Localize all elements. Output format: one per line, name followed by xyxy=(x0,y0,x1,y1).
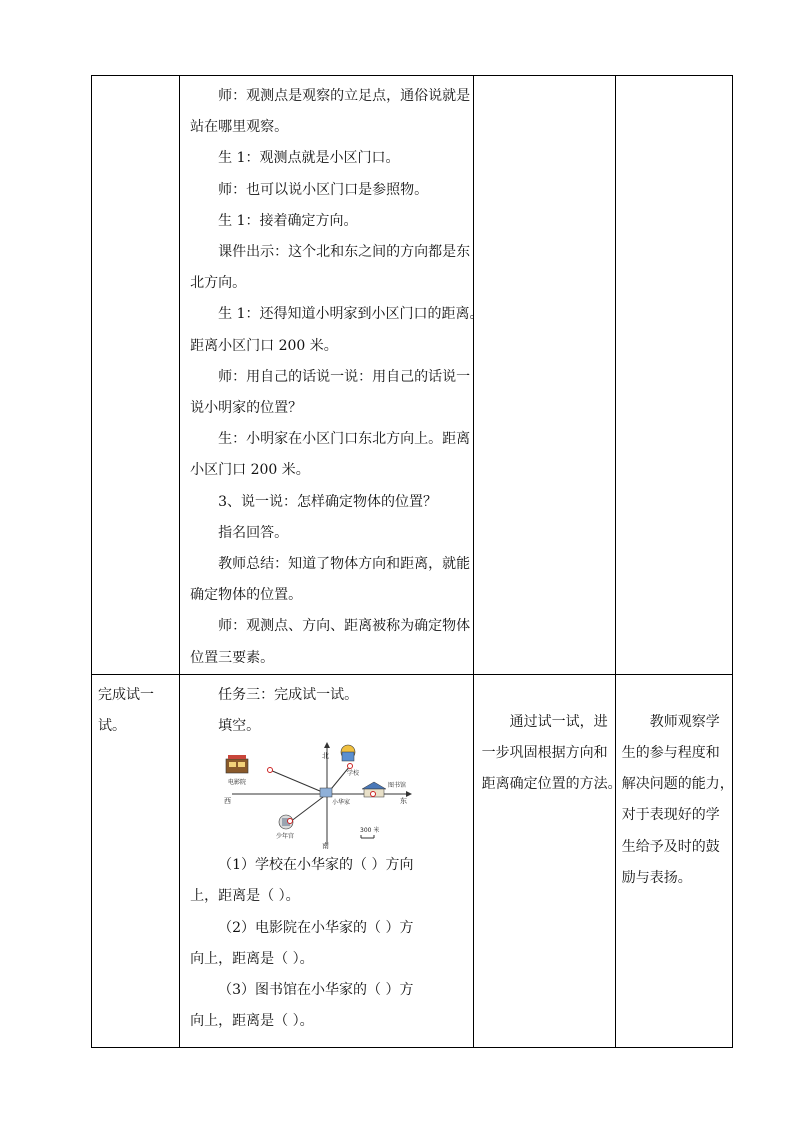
east-label: 东 xyxy=(400,797,408,806)
text-line: 师：用自己的话说一说：用自己的话说一 xyxy=(218,368,471,385)
text-line: 师：观测点、方向、距离被称为确定物体 xyxy=(218,618,471,635)
assessment-cell xyxy=(615,674,732,1047)
stage-cell xyxy=(92,674,180,1047)
task-title: 任务三：完成试一试。 xyxy=(218,686,359,703)
text-line: 3、说一说：怎样确定物体的位置？ xyxy=(218,493,438,510)
stage-label: 完成试一试。 xyxy=(98,686,154,735)
school-icon xyxy=(341,745,355,761)
question-1: （1）学校在小华家的（ ）方向 xyxy=(218,857,414,874)
assessment-line: 励与表扬。 xyxy=(621,869,692,886)
text-line: 说小明家的位置？ xyxy=(190,400,303,417)
goal-line: 距离确定位置的方法。 xyxy=(481,776,622,793)
text-line: 北方向。 xyxy=(190,275,247,292)
assessment-line: 解决问题的能力， xyxy=(621,776,734,793)
table-row xyxy=(92,674,733,1047)
activity-cell xyxy=(180,674,473,1047)
assessment-cell-empty xyxy=(615,76,732,675)
text-line: 课件出示：这个北和东之间的方向都是东 xyxy=(218,244,471,261)
west-label: 西 xyxy=(224,797,232,806)
south-label: 南 xyxy=(322,842,330,851)
fill-instruction: 填空。 xyxy=(218,718,261,735)
scale-label: 300 米 xyxy=(360,827,380,835)
activity-cell xyxy=(180,76,484,675)
lesson-plan-table xyxy=(91,75,733,1048)
table-row xyxy=(92,76,733,675)
text-line: 生 1：观测点就是小区门口。 xyxy=(218,150,400,167)
assessment-line: 生给予及时的鼓 xyxy=(621,838,720,855)
goal-line: 一步巩固根据方向和 xyxy=(481,745,608,762)
text-line: 师：也可以说小区门口是参照物。 xyxy=(218,181,429,198)
home-label: 小华家 xyxy=(332,799,351,807)
direction-diagram xyxy=(190,742,464,850)
question-2: （2）电影院在小华家的（ ）方 xyxy=(218,919,414,936)
library-label: 图书馆 xyxy=(388,782,407,790)
text-line: 生：小明家在小区门口东北方向上。距离 xyxy=(218,431,471,448)
text-line: 生 1：接着确定方向。 xyxy=(218,212,358,229)
assessment-line: 教师观察学 xyxy=(649,713,720,730)
text-line: 生 1：还得知道小明家到小区门口的距离。 xyxy=(218,306,484,323)
school-label: 学校 xyxy=(347,770,360,778)
text-line: 距离小区门口 200 米。 xyxy=(190,337,338,354)
question-1-cont: 上，距离是（ ）。 xyxy=(190,888,300,905)
question-3-cont: 向上，距离是（ ）。 xyxy=(190,1013,314,1030)
question-3: （3）图书馆在小华家的（ ）方 xyxy=(218,982,414,999)
assessment-line: 生的参与程度和 xyxy=(621,745,720,762)
home-icon xyxy=(320,788,332,797)
text-line: 站在哪里观察。 xyxy=(190,119,289,136)
assessment-line: 对于表现好的学 xyxy=(621,807,720,824)
north-label: 北 xyxy=(322,752,330,761)
goal-cell xyxy=(473,674,622,1047)
goal-cell-empty xyxy=(473,76,615,675)
youth-palace-label: 少年宫 xyxy=(276,833,295,841)
text-line: 确定物体的位置。 xyxy=(190,587,303,604)
text-line: 小区门口 200 米。 xyxy=(190,462,310,479)
cinema-label: 电影院 xyxy=(228,779,247,787)
goal-line: 通过试一试，进 xyxy=(509,713,608,730)
cinema-icon xyxy=(226,755,248,773)
text-line: 指名回答。 xyxy=(218,524,289,541)
stage-cell-empty xyxy=(92,76,180,675)
question-2-cont: 向上，距离是（ ）。 xyxy=(190,950,314,967)
text-line: 师：观测点是观察的立足点，通俗说就是 xyxy=(218,88,471,104)
text-line: 位置三要素。 xyxy=(190,649,275,666)
text-line: 教师总结：知道了物体方向和距离，就能 xyxy=(218,556,471,573)
